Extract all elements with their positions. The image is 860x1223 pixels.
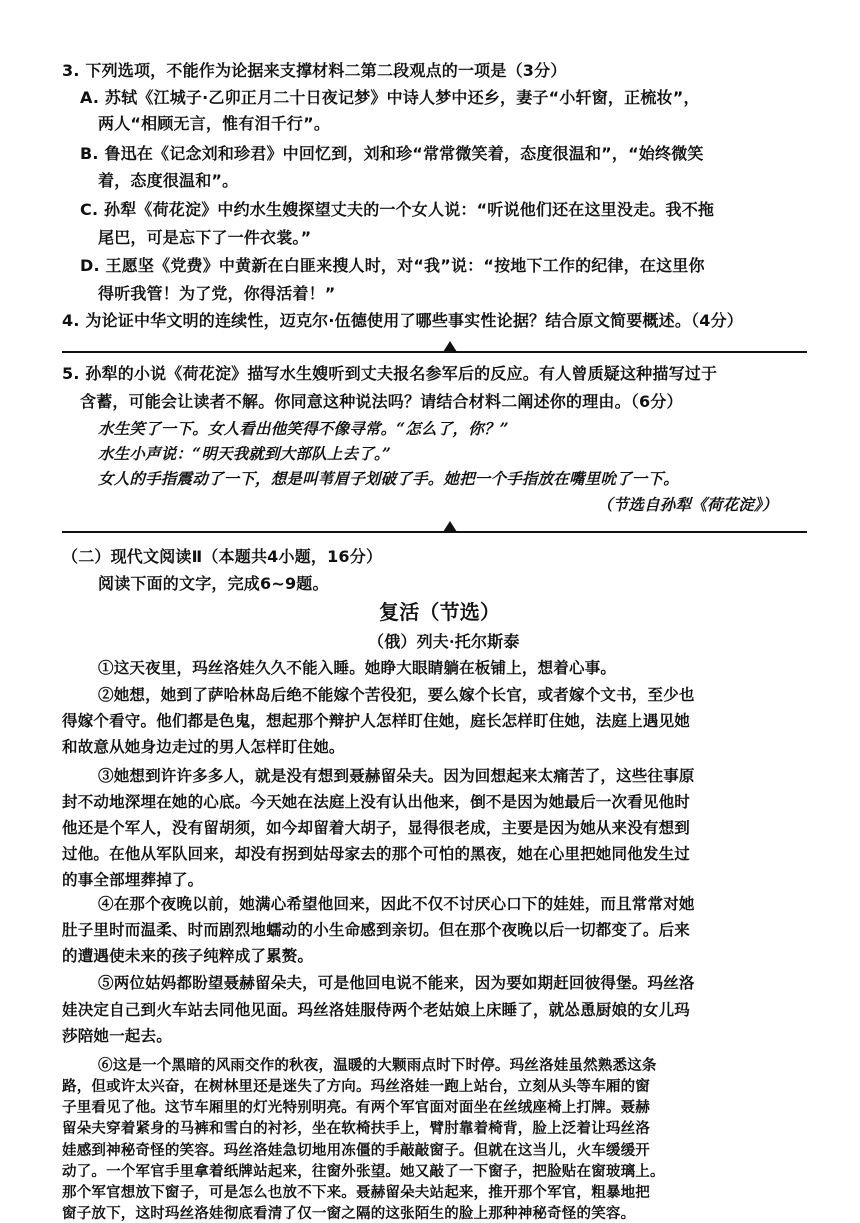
passage-paragraph-2: ②她想，她到了萨哈林岛后绝不能嫁个苦役犯，要么嫁个长官，或者嫁个文书，至少也	[98, 685, 695, 704]
passage-line: 窗子放下，这时玛丝洛娃彻底看清了仅一窗之隔的这张陌生的脸上那种神秘奇怪的笑容。	[62, 1205, 636, 1222]
passage-line: 的遭遇使未来的孩子纯粹成了累赘。	[62, 946, 314, 965]
passage-paragraph-1: ①这天夜里，玛丝洛娃久久不能入睡。她睁大眼睛躺在板铺上，想着心事。	[98, 658, 617, 677]
q3-option-a-cont: 两人“相顾无言，惟有泪千行”。	[98, 114, 331, 133]
passage-paragraph-6: ⑥这是一个黑暗的风雨交作的秋夜，温暖的大颗雨点时下时停。玛丝洛娃虽然熟悉这条	[98, 1057, 657, 1074]
passage-author: （俄）列夫·托尔斯泰	[368, 632, 520, 651]
q5-stem: 5. 孙犁的小说《荷花淀》描写水生嫂听到丈夫报名参军后的反应。有人曾质疑这种描写过于	[62, 364, 718, 383]
q5-excerpt-line: 水生笑了一下。女人看出他笑得不像寻常。“怎么了，你？”	[98, 419, 509, 438]
q3-option-b: B. 鲁迅在《记念刘和珍君》中回忆到，刘和珍“常常微笑着，态度很温和”，“始终微笑	[80, 144, 704, 163]
passage-line: 莎陪她一起去。	[62, 1026, 172, 1045]
answer-divider-1	[62, 351, 807, 353]
passage-line: 的事全部埋葬掉了。	[62, 870, 204, 889]
passage-line: 和故意从她身边走过的男人怎样盯住她。	[62, 737, 345, 756]
q5-excerpt-line: 女人的手指震动了一下，想是叫苇眉子划破了手。她把一个手指放在嘴里吮了一下。	[98, 469, 679, 488]
answer-marker-1	[443, 341, 457, 352]
q3-option-c-cont: 尾巴，可是忘下了一件衣裳。”	[98, 228, 312, 247]
passage-line: 封不动地深埋在她的心底。今天她在法庭上没有认出他来，倒不是因为她最后一次看见他时	[62, 792, 691, 811]
passage-line: 那个军官想放下窗子，可是怎么也放不下来。聂赫留朵夫站起来，推开那个军官，粗暴地把	[62, 1184, 650, 1201]
passage-line: 得嫁个看守。他们都是色鬼，想起那个辩护人怎样盯住她，庭长怎样盯住她，法庭上遇见她	[62, 711, 691, 730]
passage-line: 肚子里时而温柔、时而剧烈地蠕动的小生命感到亲切。但在那个夜晚以后一切都变了。后来	[62, 920, 691, 939]
answer-divider-2	[62, 531, 807, 533]
passage-line: 子里看见了他。这节车厢里的灯光特别明亮。有两个军官面对面坐在丝绒座椅上打牌。聂赫	[62, 1099, 650, 1116]
q3-option-d: D. 王愿坚《党费》中黄新在白匪来搜人时，对“我”说：“按地下工作的纪律，在这里你	[80, 256, 705, 275]
q5-excerpt-source: （节选自孙犁《荷花淀》）	[597, 495, 778, 514]
q3-option-b-cont: 着，态度很温和”。	[98, 171, 239, 190]
passage-paragraph-5: ⑤两位姑妈都盼望聂赫留朵夫，可是他回电说不能来，因为要如期赶回彼得堡。玛丝洛	[98, 973, 695, 992]
passage-line: 娃决定自己到火车站去同他见面。玛丝洛娃服侍两个老姑娘上床睡了，就怂恿厨娘的女儿玛	[62, 1000, 691, 1019]
passage-paragraph-3: ③她想到许许多多人，就是没有想到聂赫留朵夫。因为回想起来太痛苦了，这些往事原	[98, 766, 695, 785]
passage-line: 路，但或许太兴奋，在树林里还是迷失了方向。玛丝洛娃一跑上站台，立刻从头等车厢的窗	[62, 1078, 650, 1095]
answer-marker-2	[443, 521, 457, 532]
q3-option-a: A. 苏轼《江城子·乙卯正月二十日夜记梦》中诗人梦中还乡，妻子“小轩窗，正梳妆”，	[80, 88, 700, 107]
passage-title: 复活（节选）	[379, 600, 501, 624]
passage-line: 过他。在他从军队回来，却没有拐到姑母家去的那个可怕的黑夜，她在心里把她同他发生过	[62, 844, 691, 863]
q5-stem-cont: 含蓄，可能会让读者不解。你同意这种说法吗？请结合材料二阐述你的理由。（6分）	[80, 392, 683, 411]
q3-option-c: C. 孙犁《荷花淀》中约水生嫂探望丈夫的一个女人说：“听说他们还在这里没走。我不拖	[80, 200, 715, 219]
q3-option-d-cont: 得听我管！为了党，你得活着！”	[98, 284, 336, 303]
passage-paragraph-4: ④在那个夜晚以前，她满心希望他回来，因此不仅不讨厌心口下的娃娃，而且常常对她	[98, 894, 695, 913]
passage-line: 娃感到神秘奇怪的笑容。玛丝洛娃急切地用冻僵的手敲敲窗子。但就在这当儿，火车缓缓开	[62, 1142, 650, 1159]
passage-line: 他还是个军人，没有留胡须，如今却留着大胡子，显得很老成，主要是因为她从来没有想到	[62, 818, 691, 837]
q5-excerpt-line: 水生小声说：“明天我就到大部队上去了。”	[98, 444, 392, 463]
q3-stem: 3. 下列选项，不能作为论据来支撑材料二第二段观点的一项是（3分）	[62, 61, 567, 80]
passage-line: 留朵夫穿着紧身的马裤和雪白的衬衫，坐在软椅扶手上，臂肘靠着椅背，脸上泛着让玛丝洛	[62, 1120, 650, 1137]
passage-line: 动了。一个军官手里拿着纸牌站起来，往窗外张望。她又敲了一下窗子，把脸贴在窗玻璃上。	[62, 1163, 665, 1180]
section-instruction: 阅读下面的文字，完成6~9题。	[98, 574, 329, 593]
q4-stem: 4. 为论证中华文明的连续性，迈克尔·伍德使用了哪些事实性论据？结合原文简要概述。（4分）	[62, 311, 743, 330]
section-heading: （二）现代文阅读Ⅱ（本题共4小题，16分）	[62, 547, 383, 566]
